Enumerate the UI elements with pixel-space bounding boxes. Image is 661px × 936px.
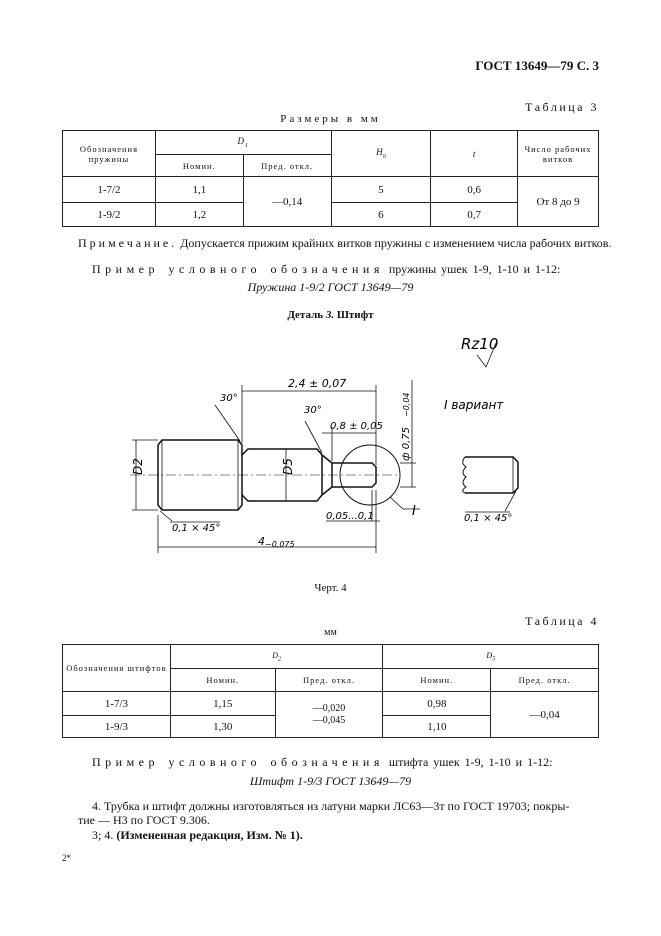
t3-header-nomin: Номин.	[155, 155, 243, 177]
pin-variant-detail	[465, 457, 518, 493]
dim-0-05: 0,05...0,1	[326, 511, 374, 522]
t3-header-designation: Обозначения пружины	[63, 131, 156, 177]
t3-pred-merged: —0,14	[243, 177, 331, 227]
t3-header-turns: Число рабочих витков	[518, 131, 599, 177]
t3-turns-merged: От 8 до 9	[518, 177, 599, 227]
label-d2: D2	[131, 458, 145, 475]
roughness-label: Rz10	[461, 335, 499, 353]
chamfer-30a: 30°	[220, 393, 238, 404]
chamfer-left: 0,1 × 45°	[172, 523, 221, 534]
table4	[62, 644, 599, 738]
marker-I: I	[412, 504, 416, 519]
t3-header-d1: $D_1$	[155, 131, 331, 155]
t3-header-pred: Пред. откл.	[243, 155, 331, 177]
t3-row2-h0: 6	[331, 203, 431, 227]
t3-row1-h0: 5	[331, 177, 431, 203]
edition-note: 3; 4. (Измененная редакция, Изм. № 1).	[92, 828, 303, 842]
t3-row1-nomin: 1,1	[155, 177, 243, 203]
t4-header-pred: Пред. откл.	[275, 669, 383, 692]
t4-row2-designation: 1-9/3	[63, 716, 171, 738]
table3-units: Размеры в мм	[280, 113, 381, 125]
detail-title: Деталь 3. Штифт	[287, 309, 374, 321]
t4-row1-d2: 1,15	[170, 692, 275, 716]
variant-label: I вариант	[444, 398, 504, 412]
t3-header-h0: $H_0$	[331, 131, 431, 177]
figure-caption: Черт. 4	[314, 582, 347, 594]
t4-pred-d2: —0,020 —0,045	[275, 692, 383, 738]
t4-row2-d5: 1,10	[383, 716, 491, 738]
t3-row2-nomin: 1,2	[155, 203, 243, 227]
t3-row1-t: 0,6	[431, 177, 518, 203]
pin-drawing	[100, 325, 550, 575]
t3-row1-designation: 1-7/2	[63, 177, 156, 203]
t4-row2-d2: 1,30	[170, 716, 275, 738]
t3-row2-designation: 1-9/2	[63, 203, 156, 227]
page-header: ГОСТ 13649—79 С. 3	[475, 58, 599, 73]
dim-0-8: 0,8 ± 0,05	[330, 421, 383, 432]
t4-header-designation: Обозначения штифтов	[63, 645, 171, 692]
para4-line2: тие — Н3 по ГОСТ 9.306.	[78, 813, 210, 827]
table3-caption: Таблица 3	[525, 100, 599, 114]
para4-line1: 4. Трубка и штифт должны изготовляться из латуни марки ЛС63—3т по ГОСТ 19703; покры-	[92, 799, 570, 813]
t4-row1-designation: 1-7/3	[63, 692, 171, 716]
example2: Пример условного обозначения штифта ушек 1-9, 1-10 и 1-12:	[92, 755, 553, 769]
example1: Пример условного обозначения пружины ушек 1-9, 1-10 и 1-12:	[92, 262, 561, 276]
t4-header-nomin: Номин.	[170, 669, 275, 692]
table4-caption: Таблица 4	[525, 614, 599, 628]
t4-header-pred2: Пред. откл.	[491, 669, 599, 692]
table3	[62, 130, 599, 227]
t4-row1-d5: 0,98	[383, 692, 491, 716]
t4-pred-d5: —0,04	[491, 692, 599, 738]
label-d5: D5	[281, 458, 295, 475]
dim-d075-tol: −0,04	[402, 392, 411, 417]
footer-mark: 2*	[62, 853, 71, 863]
dim-4: 4−0,075	[258, 535, 295, 549]
t3-row2-t: 0,7	[431, 203, 518, 227]
dim-d075: ф 0,75	[401, 427, 412, 461]
note: Примечание. Допускается прижим крайних витков пружины с изменением числа рабочих витков.	[78, 236, 612, 250]
t4-header-d5: $D_5$	[383, 645, 599, 669]
chamfer-right: 0,1 × 45°	[464, 513, 513, 524]
example2-designation: Штифт 1-9/3 ГОСТ 13649—79	[249, 774, 412, 788]
chamfer-30b: 30°	[304, 405, 322, 416]
t3-header-t: t	[431, 131, 518, 177]
t4-header-d2: $D_2$	[170, 645, 383, 669]
table4-units: мм	[324, 627, 337, 638]
dim-2-4: 2,4 ± 0,07	[288, 377, 347, 390]
example1-designation: Пружина 1-9/2 ГОСТ 13649—79	[247, 280, 414, 294]
t4-header-nomin2: Номин.	[383, 669, 491, 692]
